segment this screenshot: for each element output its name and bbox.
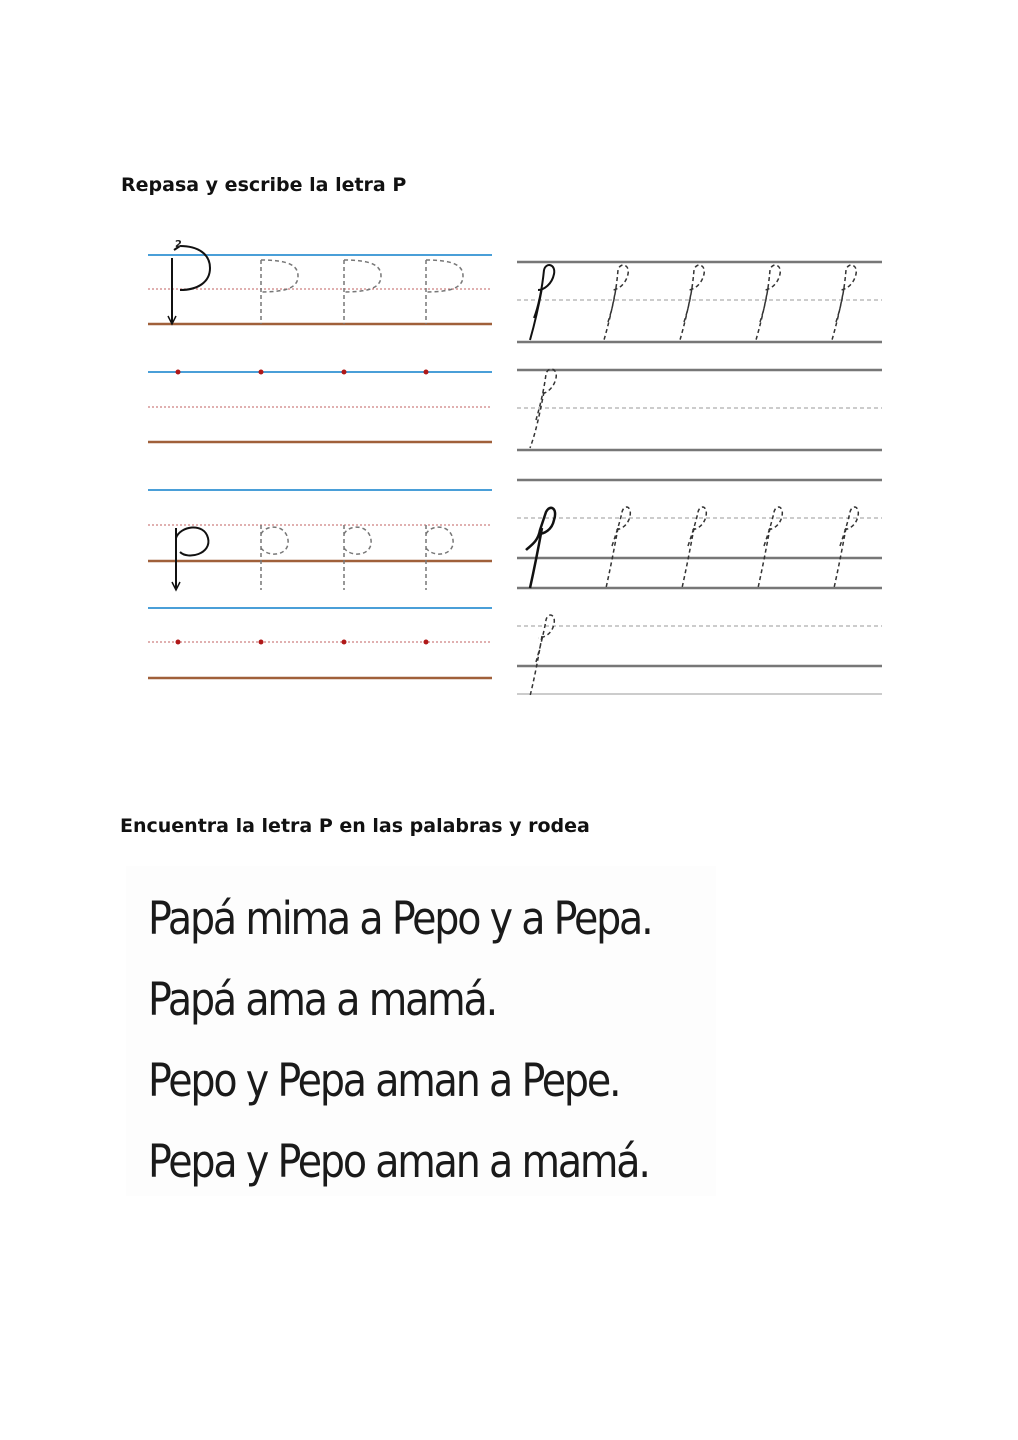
model-letter-p-row3 — [172, 527, 208, 590]
model-cursive-p-block3 — [526, 508, 555, 588]
stroke-order-number: 2 — [175, 239, 182, 250]
cursive-letter-tracing-panel — [512, 250, 887, 700]
traceable-cursive-p-block2 — [530, 369, 556, 448]
sentence-2: Papá ama a mamá. — [148, 973, 496, 1026]
sentence-4: Pepa y Pepo aman a mamá. — [148, 1135, 649, 1188]
traceable-cursive-p-block4 — [530, 615, 554, 696]
model-cursive-p-block1 — [530, 265, 554, 340]
model-letter-P-row1 — [168, 246, 210, 324]
traceable-letter-P — [261, 260, 463, 324]
traceable-cursive-p-block1 — [604, 265, 856, 340]
traceable-cursive-p-block3 — [606, 507, 858, 588]
print-letter-tracing-panel — [140, 238, 500, 688]
section1-title: Repasa y escribe la letra P — [121, 174, 407, 196]
section2-title: Encuentra la letra P en las palabras y rodea — [120, 815, 590, 837]
traceable-letter-p — [261, 525, 453, 590]
sentence-3: Pepo y Pepa aman a Pepe. — [148, 1054, 620, 1107]
sentence-1: Papá mima a Pepo y a Pepa. — [148, 892, 652, 945]
sentences-list — [148, 878, 748, 1202]
